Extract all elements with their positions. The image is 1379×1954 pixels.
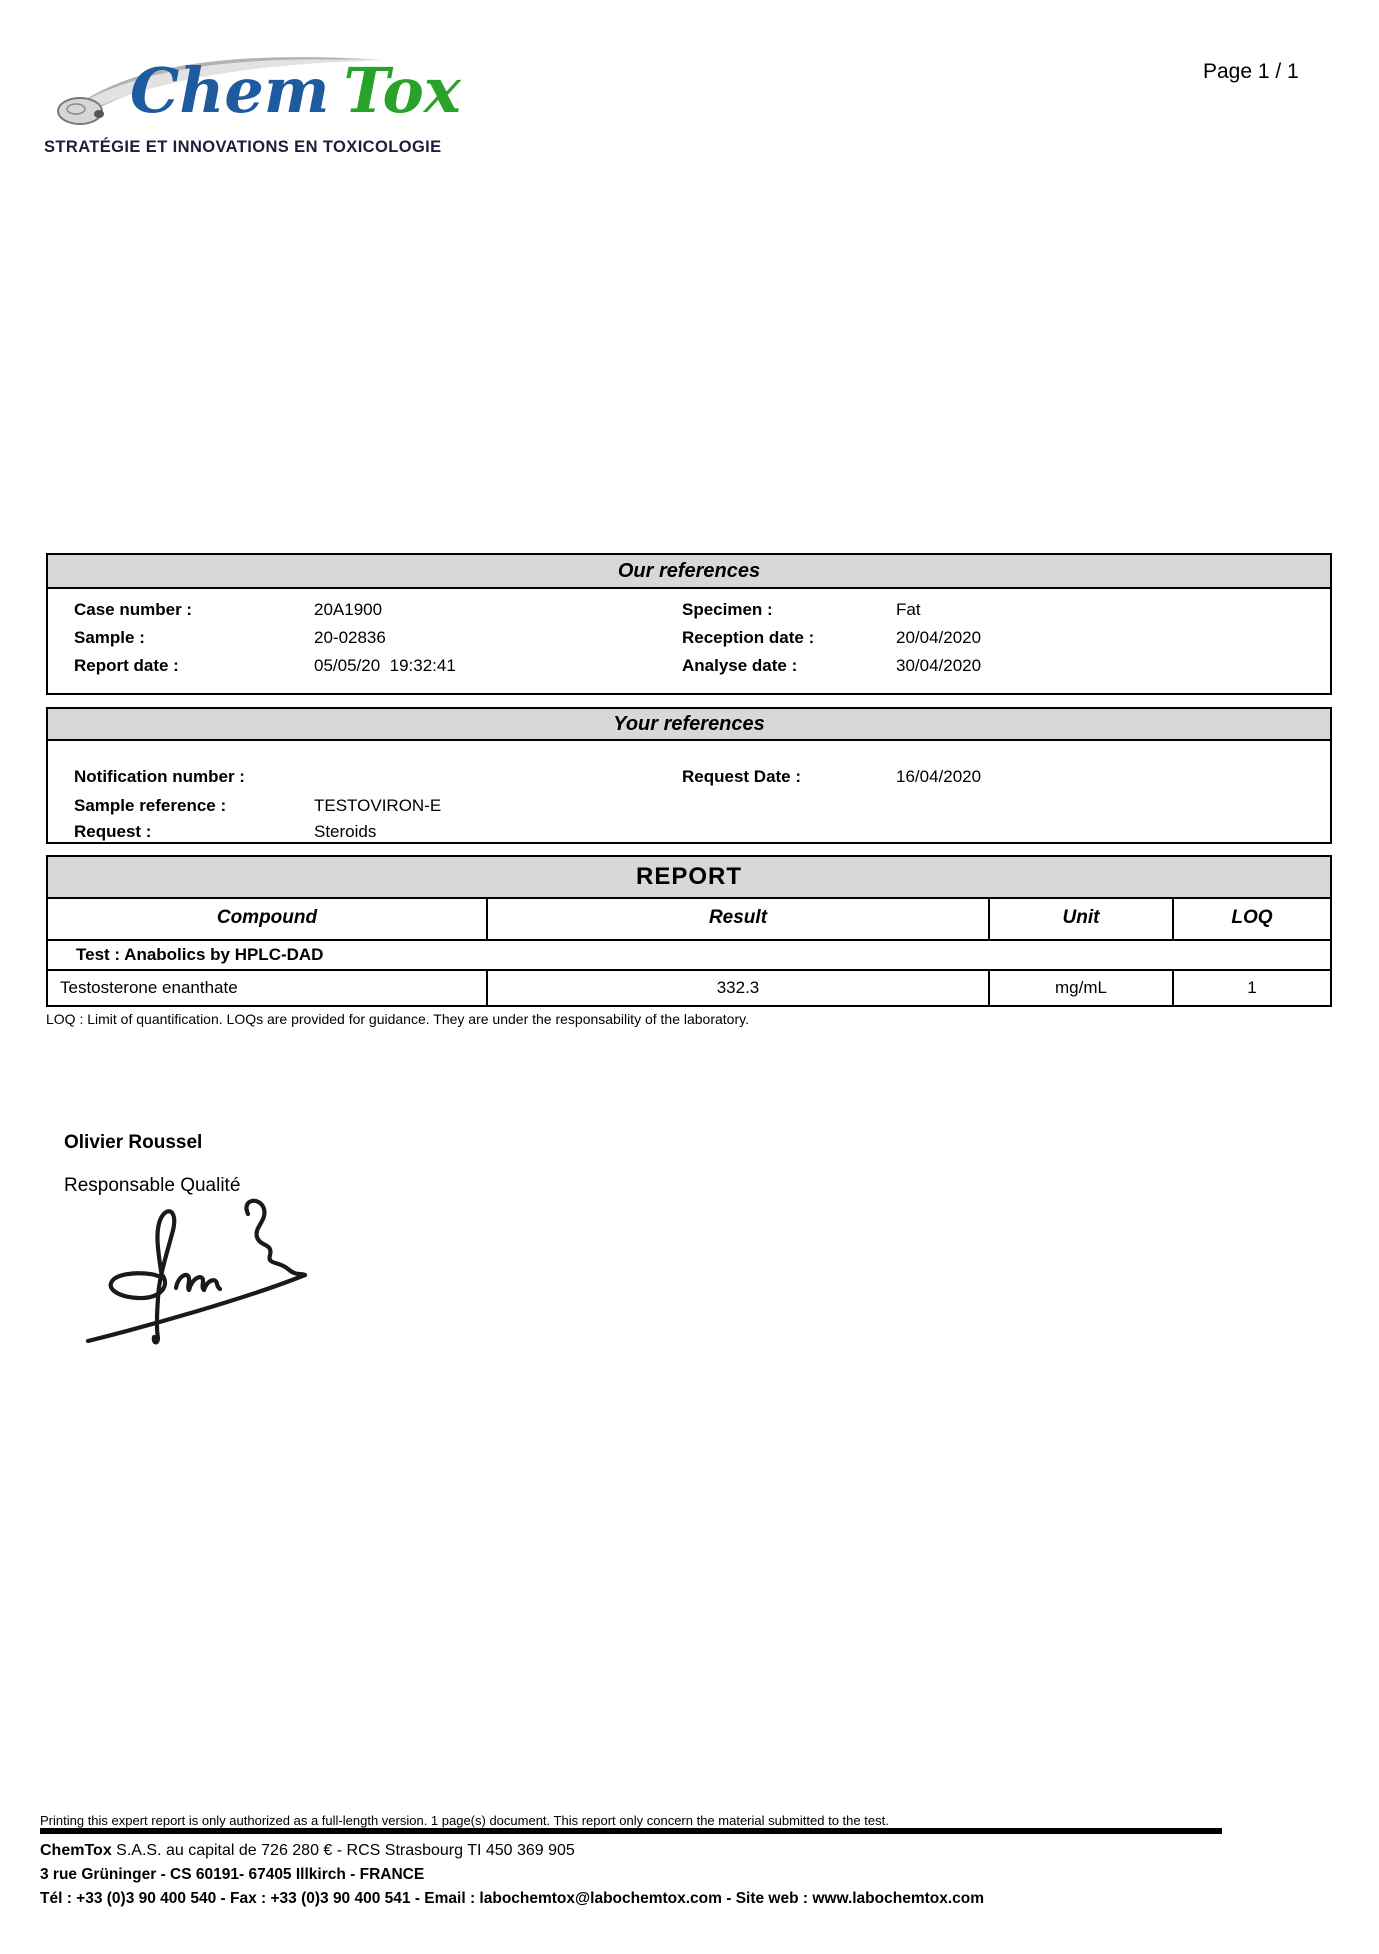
- company-contact: Tél : +33 (0)3 90 400 540 - Fax : +33 (0)3 90 400 541 - Email : labochemtox@labochemtox.com - Site web : www.labochemtox.com: [40, 1890, 985, 1907]
- chemtox-logo: [40, 36, 480, 172]
- our-references-title: Our references: [48, 555, 1330, 589]
- request-value: Steroids: [314, 822, 377, 841]
- company-registration-line: [40, 1842, 575, 1860]
- your-references-section: [46, 707, 1332, 844]
- printing-notice: Printing this expert report is only authorized as a full-length version. 1 page(s) document. This report only concern the material submitted to the test.: [40, 1813, 889, 1828]
- report-date-label: Report date :: [74, 656, 179, 675]
- loq-footnote: LOQ : Limit of quantification. LOQs are provided for guidance. They are under the responsability of the laboratory.: [46, 1011, 749, 1027]
- company-name: ChemTox: [40, 1842, 112, 1859]
- cell-compound: Testosterone enanthate: [48, 971, 488, 1007]
- report-date-value: 05/05/20 19:32:41: [314, 656, 456, 675]
- our-references-section: [46, 553, 1332, 695]
- reception-date-value: 20/04/2020: [896, 628, 982, 647]
- column-header-unit: Unit: [990, 899, 1174, 939]
- column-header-compound: Compound: [48, 899, 488, 939]
- request-date-value: 16/04/2020: [896, 767, 982, 786]
- column-header-result: Result: [488, 899, 990, 939]
- cell-loq: 1: [1247, 978, 1257, 997]
- column-header-loq: LOQ: [1231, 907, 1273, 928]
- analyse-date-value: 30/04/2020: [896, 656, 982, 675]
- report-header-row: [48, 899, 1330, 941]
- logo-wordmark: [130, 54, 461, 127]
- table-row: [48, 971, 1330, 1007]
- report-title: REPORT: [48, 857, 1330, 899]
- report-table: [46, 855, 1332, 1007]
- logo-chem-text: Chem: [130, 54, 330, 127]
- footer-divider-bar: [40, 1828, 1222, 1834]
- specimen-value: Fat: [896, 600, 921, 619]
- specimen-label: Specimen :: [682, 600, 773, 619]
- case-number-label: Case number :: [74, 600, 193, 619]
- sample-label: Sample :: [74, 628, 145, 647]
- analyse-date-label: Analyse date :: [682, 656, 798, 675]
- cell-unit: mg/mL: [990, 971, 1174, 1007]
- notification-number-label: Notification number :: [74, 767, 245, 786]
- page-number-label: Page 1 / 1: [1203, 60, 1299, 83]
- logo-tagline: STRATÉGIE ET INNOVATIONS EN TOXICOLOGIE: [44, 138, 442, 156]
- logo-tox-text: Tox: [343, 54, 461, 127]
- request-date-label: Request Date :: [682, 767, 802, 786]
- your-references-title: Your references: [48, 709, 1330, 741]
- request-label: Request :: [74, 822, 152, 841]
- signatory-name: Olivier Roussel: [64, 1132, 203, 1153]
- sample-reference-label: Sample reference :: [74, 796, 227, 815]
- sample-reference-value: TESTOVIRON-E: [314, 796, 442, 815]
- company-registration: S.A.S. au capital de 726 280 € - RCS Strasbourg TI 450 369 905: [111, 1842, 575, 1859]
- signature-image: [58, 1198, 358, 1350]
- case-number-value: 20A1900: [314, 600, 383, 619]
- company-address: 3 rue Grüninger - CS 60191- 67405 Illkirch - FRANCE: [40, 1866, 425, 1883]
- test-method-row: Test : Anabolics by HPLC-DAD: [48, 941, 1330, 971]
- reception-date-label: Reception date :: [682, 628, 815, 647]
- signatory-role: Responsable Qualité: [64, 1175, 241, 1196]
- cell-result: 332.3: [488, 971, 990, 1007]
- sample-value: 20-02836: [314, 628, 386, 647]
